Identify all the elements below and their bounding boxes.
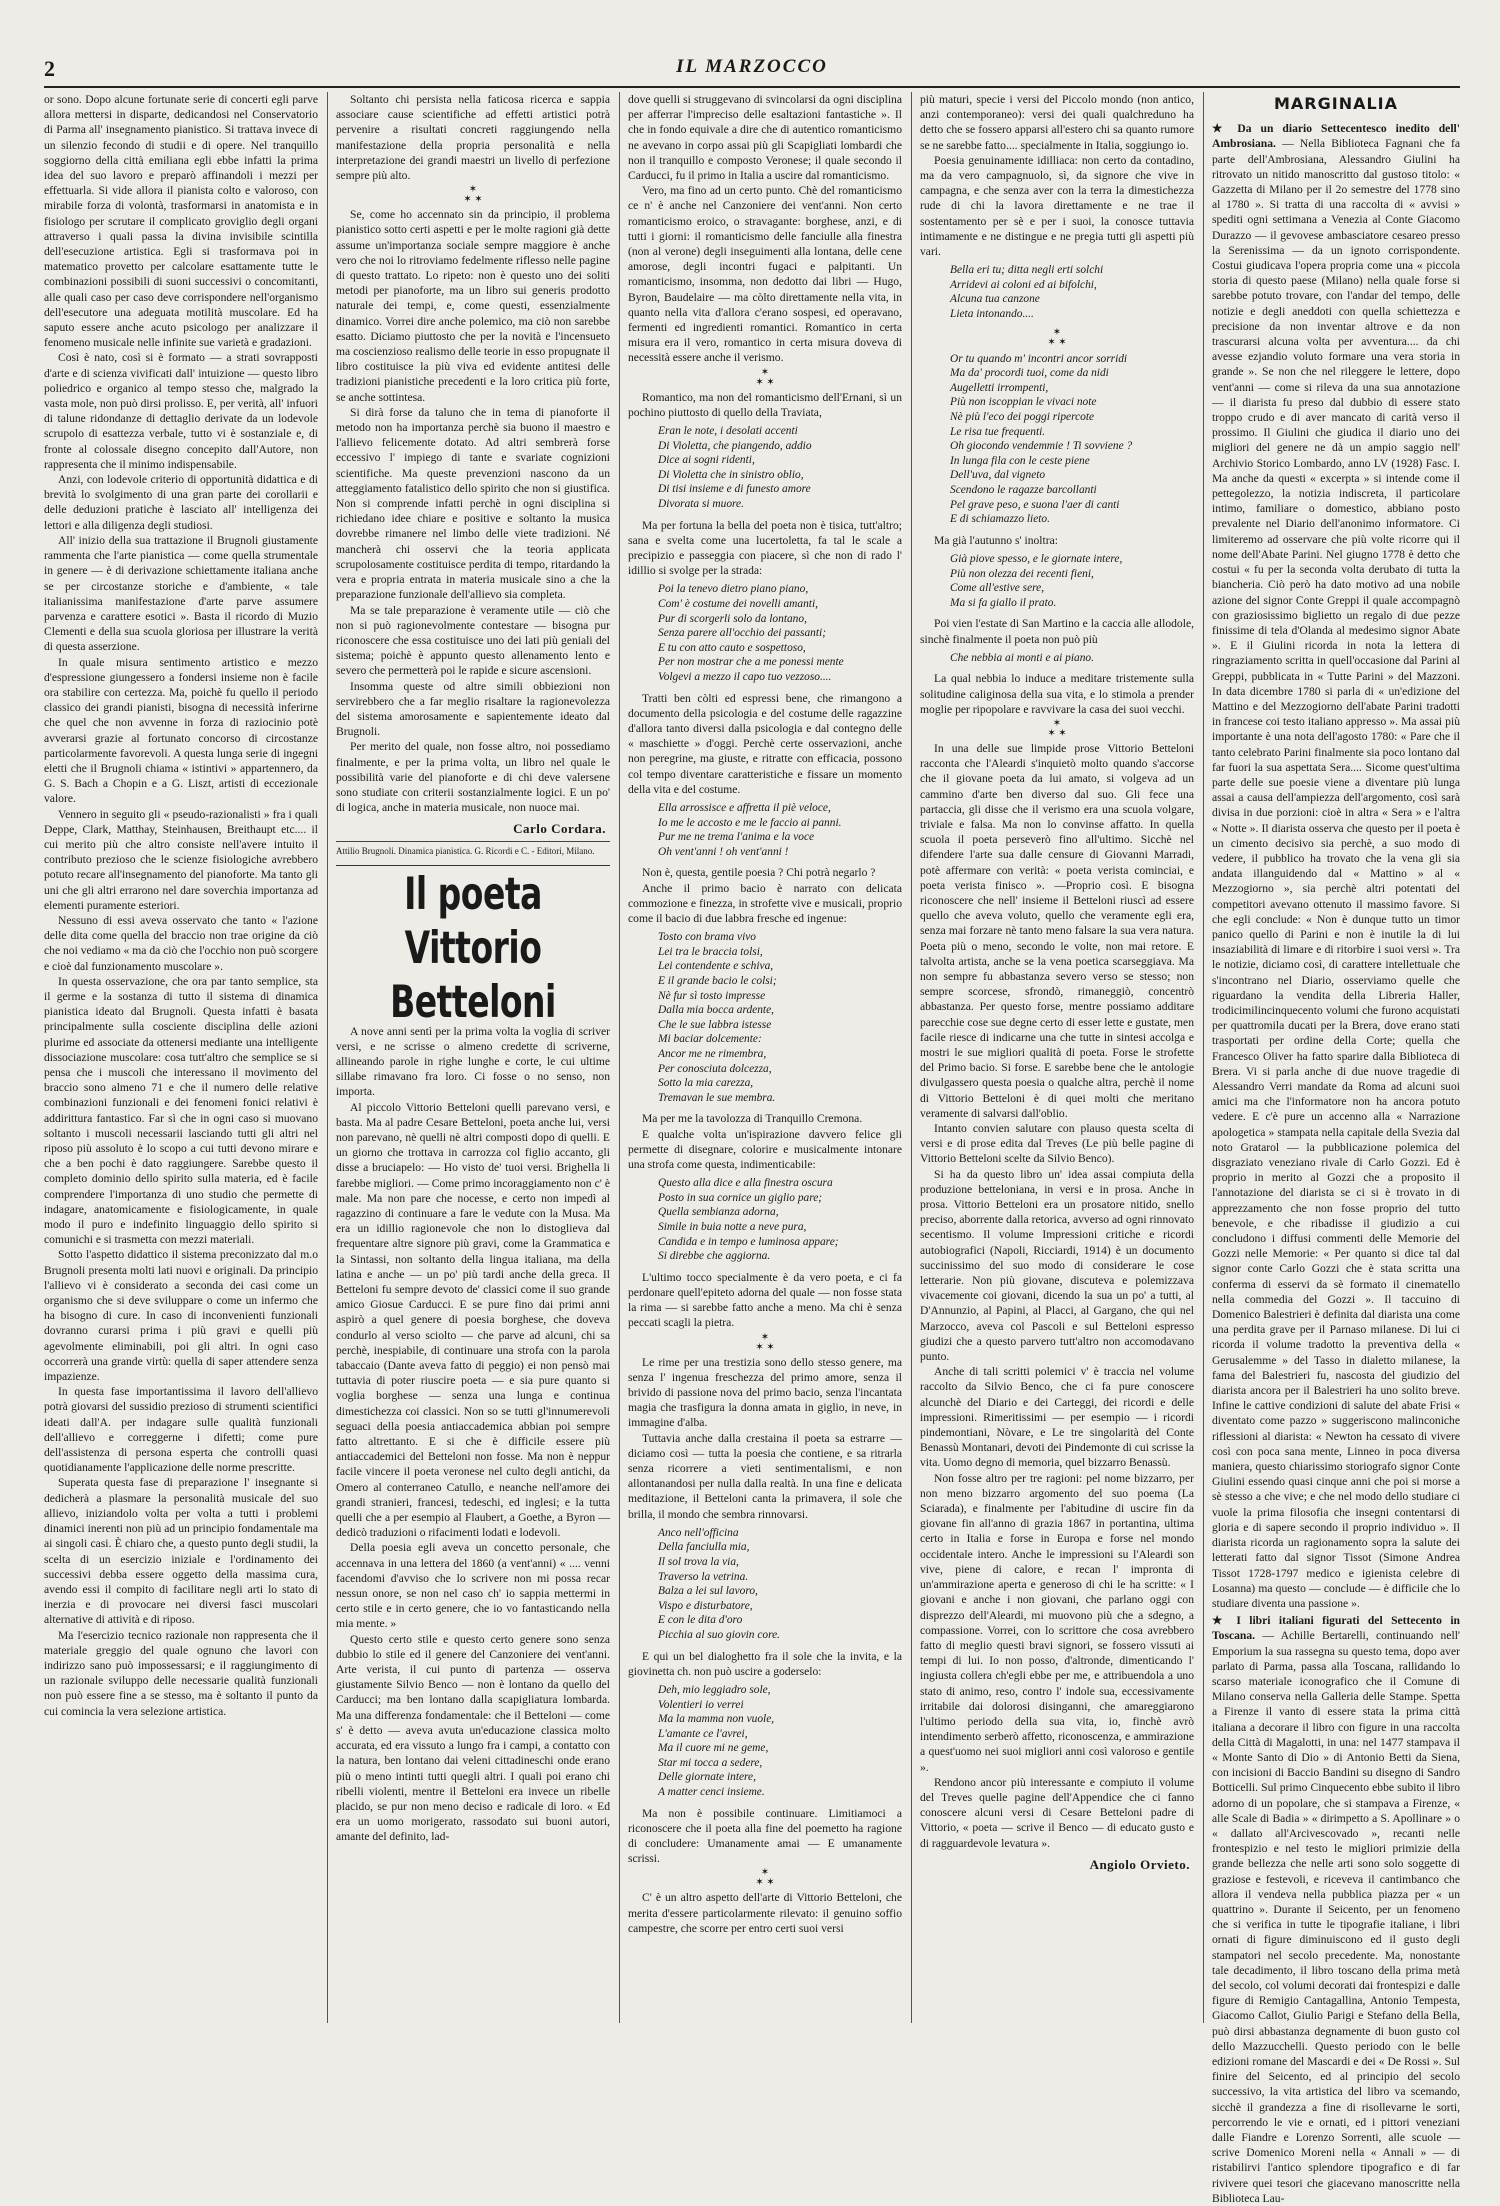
verse-line: L'amante ce l'avrei, — [658, 1727, 748, 1740]
verse-block — [950, 352, 1194, 527]
verse-line: Il sol trova la via, — [658, 1555, 739, 1568]
paragraph: Ma per me la tavolozza di Tranquillo Cremona. — [642, 1112, 863, 1126]
footnote: Attilio Brugnoli. Dinamica pianistica. G. Ricordi e C. - Editori, Milano. — [336, 841, 610, 857]
verse-line: Le risa tue frequenti. — [950, 425, 1046, 438]
verse-line: Nè fur sì tosto impresse — [658, 989, 766, 1002]
paragraph: L'ultimo tocco specialmente è da vero poeta, e ci fa perdonare quell'epiteto adorna del quale — non fosse stata la rima — si sarebbe fatto anche a meno. Ma chi è senza peccati scagli la pietra. — [628, 1270, 902, 1330]
article-signature: Carlo Cordara. — [513, 821, 606, 837]
section-separator: ✶ ✶ ✶ — [1047, 717, 1067, 739]
paragraph: In una delle sue limpide prose Vittorio Betteloni racconta che l'Aleardi s'inquietò molto quando s'accorse che il giovane poeta da lui amato, si volgeva ad un cammino d'arte ben diverso dal suo. Gli fece una partaccia, gli disse che il verismo era una scuola volgare, triviale e falsa. Ma non lo convinse affatto. In quella scuola il poeta perseverò fino all'ultimo. Sicchè nel difendere l'arte sua dalle censure di Giovanni Marradi, potè affermare con verità: « poeta verista cominciai, e poeta verista finisco ». —Proprio così. E bisogna riconoscere che nell' insieme il Betteloni riuscì ad essere quello che aveva voluto, quello che veramente egli era, senza mai forzare nè tanto meno falsare la sua vera natura. Poeta più o meno, secondo le volte, non mai retore. E talvolta artista, anche se la vena poetica scarseggiava. Ma non sempre fu abbastanza severo verso se stesso; non sempre scorcese, sfrondò, rimaneggiò, concentrò abbastanza. Per questo forse, mentre possiamo additare parecchie cose sue degne certo di esser lette e gustate, men facile riesce di indicarne una che tutte in sintesi accolga e mostri le sue migliori qualità di poeta. Forse le strofette del Primo bacio. Si forse. E sarebbe bene che le antologie divulgassero questa poesia o qualche altra, perchè il nome di Vittorio Betteloni è di quei molti che meritano veramente di salvarsi dall'oblio. — [920, 741, 1194, 1120]
paragraph: E qui un bel dialoghetto fra il sole che la invita, e la giovinetta ch. non può uscire a goderselo: — [628, 1649, 902, 1678]
verse-line: Lieta intonando.... — [950, 308, 1034, 321]
paragraph: Anzi, con lodevole criterio di opportunità didattica e di brevità lo svolgimento di una gran parte dei corollarii e delle deduzioni pratiche è lasciato all' intelligenza dei lettori e alla diligenza degli studiosi. — [44, 473, 318, 532]
paragraph: Soltanto chi persista nella faticosa ricerca e sappia associare cause scientifiche ad effetti artistici potrà pervenire a risultati concreti raggiungendo nella manifestazione della propria personalità e nella interpretazione dei grandi maestri un livello di perfezione sempre più alto. — [336, 93, 610, 183]
paragraph: Nessuno di essi aveva osservato che tanto « l'azione delle dita come quella del braccio non trae origine da ciò che noi vediamo « ma da ciò che l'occhio non può scorgere e cioè dal funzionamento muscolare ». — [44, 913, 318, 973]
paragraph: Ma non è possibile continuare. Limitiamoci a riconoscere che il poeta alla fine del poemetto ha ragione di concludere: Umanamente amai — E umanamente scrissi. — [628, 1806, 902, 1866]
section-separator: ✶ ✶ ✶ — [463, 184, 483, 206]
paragraph: Superata questa fase di preparazione l' insegnante si dedicherà a plasmare la personalità musicale del suo allievo, iniziandolo volta per volta a tutti i problemi dinamici inerenti non più ad un principio fondamentale ma ai singoli casi. È chiaro che, a questo punto degli studii, la scelta di un esercizio iniziale e l'ordinamento dei successivi debba essere oggetto della massima cura, avendo essi il compito di facilitare negli arti lo stato di inerzia e di provocare nei diversi fasci muscolari alternative di attività e di riposo. — [44, 1476, 318, 1627]
column-3 — [628, 92, 902, 2023]
paragraph: Poesia genuinamente idilliaca: non certo da contadino, ma da vero campagnuolo, sì, da signore che vive in campagna, e che senza aver con la terra la dimestichezza rude di chi la lavora direttamente e ne trae il sostentamento per sè e per i suoi, la conosce tuttavia intimamente e ne distingue e ne pregia tutti gli aspetti più vari. — [920, 153, 1194, 259]
verse-line: Oh giocondo vendemmie ! Ti sovviene ? — [950, 440, 1133, 453]
verse-line: Augelletti irrompenti, — [950, 381, 1049, 394]
verse-line: Che le sue labbra istesse — [658, 1018, 772, 1031]
verse-line: Io me le accosto e me le faccio ai panni. — [658, 816, 842, 829]
column-divider — [619, 92, 620, 2023]
paragraph: Ma già l'autunno s' inoltra: — [934, 533, 1058, 547]
marginalia-text: Achille Bertarelli, continuando nell' Emporium la sua rassegna su questo tema, dopo aver parlato di Parma, passa alla Toscana, rallidando lo scarso materiale iconografico che il Comune di Milano conserva nella Galleria delle Stampe. Spetta a Firenze il vanto di essere stata la prima città italiana a decorare il libro con figure in una raccolta della Città di Magalotti, in una: nel 1477 stampava il « Monte Santo di Dio » di Antonio Betti da Siena, con incisioni di Baccio Bandini su disegno di Sandro Botticelli. Sul primo Cinquecento ebbe subito il libro adorno di un popolare, che si stampava a Firenze, « alle Scale di Badia » « dirimpetto a S. Apollinare » o « dallato all'Arcivescovado », recanti nelle frontespizio e nel testo le migliori primizie della grande bellezza che nelle arti sono solo soggette di graziose e festevoli, e riceveva il cantimbanco che allora il vendeva nella pubblica piazza per « un quattrino ». Durante il Seicento, per un fenomeno che si verifica in tutte le tipografie italiane, i libri ornati di figure diminuiscono ed il gusto degli stampatori nel secolo precedente. Ma, nonostante tale decadimento, il libro toscano della prima metà del secolo, col volumi decorati dai frontespizi e dalle figure di Remigio Cantagallina, Antonio Tempesta, Giacomo Callot, Giulio Parigi e Stefano della Bella, può dirsi abbastanza degnamente di buon gusto col dello Mazzucchelli. Questo periodo con le belle edizioni romane del Mascardi e dei « De Rossi ». Sul finire del Seicento, ed al principio del secolo successivo, la vita artistica del libro va scemando, sicchè il grandezza a fine di risollevarne le sorti, percorrendo le vie e ornati, ed i pittori veneziani dalle Fiandre e Lorenzo Sorrenti, alle scuole — scrive Domenico Moreni nella « Annali » — di ristabilirvi l'antico splendore tipografico e di far rivivere quei tesori che giacevano manoscritte nella Biblioteca Lau- — [1212, 1629, 1460, 2205]
paragraph: Vero, ma fino ad un certo punto. Chè del romanticismo ce n' è anche nel Canzoniere dei vent'anni. Non certo romanticismo eroico, o stravagante: borghese, anzi, e di tutti i giorni: il romanticismo delle fanciulle alla finestra (non al verone) degli inseguimenti alla lontana, delle cene amorose, degli incontri fugaci e palpitanti. Un romanticismo, insomma, non dedotto dai libri — Hugo, Byron, Baudelaire — ma còlto direttamente nella vita, in quanto nella vita d'allora c'erano sospesi, ed operavano, fermenti ed ingredienti romantici. Romantico in certa misura era il vero, romantico in certa misura doveva di necessità essere anche il verismo. — [628, 184, 902, 365]
verse-line: Che nebbia ai monti e ai piano. — [950, 651, 1094, 664]
verse-line: Or tu quando m' incontri ancor sorridi — [950, 352, 1128, 365]
verse-line: Più non iscoppian le vivaci note — [950, 396, 1097, 409]
verse-line: Come all'estive sere, — [950, 582, 1045, 595]
paragraph: Così è nato, così si è formato — a strati sovrapposti d'arte e di scienza vivificati dall' intuizione — questo libro poliedrico e organico al tempo stesso che, malgrado la vasta mole, non può dirsi prolisso. E, per verità, all' infuori di talune ridondanze di dettaglio derivate da un lodevole scrupolo di esattezza verbale, tutto vi è sostanziale e, di fronte al colossale disegno concepito dall'Autore, non rappresenta che il minimo indispensabile. — [44, 351, 318, 471]
paragraph: Le rime per una trestizia sono dello stesso genere, ma senza l' ingenua freschezza del primo amore, senza il brivido di passione nova del primo bacio, senza l'incantata magia che trasfigura la donna amata in giglio, in neve, in immagine d'alba. — [628, 1355, 902, 1430]
paragraph: più maturi, specie i versi del Piccolo mondo (non antico, anzi contemporaneo): versi dei quali qualchreduno ha detto che se fossero apparsi all'estero chi sa quanto rumore se ne sarebbe fatto.... specialmente in Italia, soggiungo io. — [920, 93, 1194, 152]
verse-line: Picchia al suo giovin core. — [658, 1628, 780, 1641]
verse-line: Lei contendente e schiva, — [658, 960, 774, 973]
marginalia-text: Nella Biblioteca Fagnani che fa parte dell'Ambrosiana, Alessandro Giulini ha ritrovato un nitido manoscritto dal gustoso titolo: « Gazzetta di Milano per il 2o semestre del 1778 sino al 1780 ». Si tratta di una raccolta di « avvisi » spediti ogni settimana a Venezia al Conte Giacomo Durazzo — il gevovese ambasciatore cesareo presso la Serenissima — da un ignoto corrispondente. Costui giudicava l'opera propria come una « piccola storia di questo paese (Milano) nella quale forse si sarebbe potuto trovare, con l'andar del tempo, delle notizie e degli aneddoti con quella schiettezza e precisione da non inventar altrove e da non trascurarsi alcuna volta per avventura.... da chi avesse ezjandio voluto formare una vera storia in grande ». Se non che nel rileggere le lettere, dopo vent'anni — come si rileva da una sua annotazione — il diarista fu preso dal dubbio di essere stato troppo crudo e di aver mancato di carità verso il prossimo. Il Giulini che giudica il diario uno dei migliori del genere ne dà un ampio saggio nell' Archivio Storico Lombardo, anno LV (1928) Fasc. I. Ma anche da questi « excerpta » si intende come il pettegolezzo, la notizia indiscreta, il particolare intimo, familiare o domestico, abbiano posto prevalente nel Diario dell'anonimo informatore. Ci limiteremo ad osservare che più volte ricorre qui il nome dell'Abate Parini. Nel giugno 1778 è detto che costui « fu per la seconda volta derubato di tutta la biancheria. Ciò però ha dato motivo ad una nobile azione del signor Conte Greppi il quale accompagnò con graziosissimo biglietto un regalo di due pezze finissime di tela d'Olanda al medesimo signor Abate ». E il Giulini ricorda in nota la lettera di ringraziamento scritta in quell'occasione dal Parini al Greppi, pubblicata in « Tutte Parini » del Mazzoni. In data dicembre 1780 si parla di « un'edizione del Mattino e del Mezzogiorno dell'abate Parini tradotti in francese coi testo italiano appresso ». Ma assai più importante è una nota dell'agosto 1780: « Pare che il tanto celebrato Parini finalmente sia poco lontano dal far fuori la sua aspettata Sera.... Sicome quest'ultima parte delle sue poesie viene a diventare più lunga assai a causa dell'ampiezza dell'argomento, così sarà divisa in due porzioni: cioè in altra « Sera » e l'altra « Notte ». Il diarista osserva che questo per il poeta è un cimento decisivo sia perchè, a suo modo di vedere, il pubblico ha trovato che la vena gli sia andata illanguidendo dal « Mattino » al « Mezzogiorno », sia perchè altri potentati del competitori avevano ottenuto il massimo favore. Si che egli conclude: « Non è dunque tutto un timor panico quello di Parini e non è inutile la di lui insaziabilità di limare e di ritorbire i suoi versi ». Tra le notizie, diciamo così, di carattere intellettuale che s'incontrano nel Diario, osserviamo quelle che riguardano la vendita della Libreria Haller, trodicimilincinquecento volumi che furono acquistati per quattromila ducati per la Brera, dove erano stati trasportati per ordine della Corte; quella che Francesco Oliver ha fatto sparire dalla Biblioteca di Brera. Vi si parla anche di due nuove tragedie di Alessandro Verri mandate da Roma ad alcuni suoi amici ma che l'informatore non ha ancora potuto vedere. E c'è pure un accenno alla « Narrazione apologetica » stampata nella capitale della Svezia dal noto Gratarol — la pubblicazione polemica del disgraziato veneziano rivale di Carlo Gozzi. Ed è proprio in merito al Gozzi che a proposito il l'annotazione del diarista se ci si è trovato in di apprezzamento che non fosse proprio del tutto benevole, e che ribadisse il giudizio a cui concludono i diffusi commenti delle Memorie del Gozzi nelle Memorie: « Per quanto si dice tal dal signor conte Carlo Gozzi che è stata scritta una conferma di esservi da sè formato il cinematello nella commedia del Gozzi ». Il taccuino di Domenico Balestrieri è definita dal diarista una come una perdita grave per il Parnaso milanese. Di lui ci ricorda il volume tradotto la preventiva della « Gerusalemme » del Tasso in dialetto milanese, la fama del Balestrieri fu, nascosta del giudizio del diarista ancora per il Balestrieri ha uno solito breve. Infine le cattive condizioni di salute del abate Frisi « diventato come pazzo » suggeriscono malinconiche riflessioni al diarista: « Newton ha cessato di vivere così con poca sana mente, Linneo in poca diversa maniera, questo chiarissimo storiografo signor Conte Giulini essendo quasi cinque anni che poi si morse a sè stesso a che vive; e che nel modo dello studiare ci vuole la prima filosofia che insegni contentarsi di gloria e di sapere secondo il proprio individuo ». Il diarista ricorda un ragionamento sopra la salute dei letterati fatto dal signor Tissot (Simone Andrea Tissot 1728-1797 medico e igienista celebre di Losanna) ma questo — conclude — è difficile che lo studiare diventa una passione ». — [1212, 137, 1460, 1610]
article-signature: Angiolo Orvieto. — [1089, 1856, 1190, 1872]
verse-line: Mi baciar dolcemente: — [658, 1033, 762, 1046]
verse-line: Arridevi ai coloni ed ai bifolchi, — [950, 278, 1097, 291]
verse-line: Divorata si muore. — [658, 498, 744, 511]
verse-line: Più non olezza dei recenti fieni, — [950, 567, 1094, 580]
verse-line: Star mi tocca a sedere, — [658, 1756, 763, 1769]
column-divider — [1203, 92, 1204, 2023]
verse-line: E con le dita d'oro — [658, 1614, 743, 1627]
verse-line: Dell'uva, dal vigneto — [950, 469, 1046, 482]
paragraph: Vennero in seguito gli « pseudo-razionalisti » fra i quali Deppe, Clark, Matthay, Steinhausen, Breithaupt etc.... il cui merito più che altro consiste nell'avere intuito il contributo prezioso che le scienze fisiologiche avrebbero potuto recare all'insegnamento del pianoforte. Ma tanto gli uni che gli altri errarono nel dare soverchia importanza ad elementi puramente esteriori. — [44, 807, 318, 912]
paragraph: Si ha da questo libro un' idea assai compiuta della produzione betteloniana, in versi e in prosa. Anche in prosa. Vittorio Betteloni era un prosatore nitido, snello preciso, aborrente dalla retorica, avverso ad ogni rinnovato secentismo. Il volume Impressioni critiche e ricordi autobiografici (Napoli, Ricciardi, 1914) è un documento succinissimo del suo modo di considerare le cose letterarie. Non più giovane, discuteva e polemizzava vivacemente coi giovani, dicendo la sua un po' a tutti, al D'Annunzio, al Papini, al Placci, al Gargano, che qui nel Marzocco, aveva col Pascoli e sul Betteloni espresso giudizi che a questo parvero tutt'altro non accomodavano punto. — [920, 1167, 1194, 1364]
verse-line: Pur me ne trema l'anima e la voce — [658, 831, 815, 844]
verse-line: Volentieri io verrei — [658, 1698, 744, 1711]
verse-line: Ella arrossisce e affretta il piè veloce, — [658, 802, 831, 815]
verse-block — [658, 582, 902, 684]
verse-block — [658, 1683, 902, 1800]
verse-line: Vispo e disturbatore, — [658, 1599, 753, 1612]
verse-line: Tosto con brama vivo — [658, 931, 756, 944]
verse-block — [658, 801, 902, 859]
verse-line: Alcuna tua canzone — [950, 293, 1040, 306]
verse-block — [950, 263, 1194, 321]
star-icon: ★ — [1212, 122, 1238, 136]
paragraph: In questa fase importantissima il lavoro dell'allievo potrà giovarsi del sussidio prezioso di strumenti scientifici ideati dall'A. per indagare sulle qualità funzionali dell'allievo e correggerne i difetti; come pure dell'assistenza di persona esperta che controlli quasi quotidianamente l'applicazione delle norme prescritte. — [44, 1385, 318, 1475]
column-divider — [911, 92, 912, 2023]
verse-line: Volgevi a mezzo il capo tuo vezzoso.... — [658, 671, 832, 683]
verse-line: Pel grave peso, e suona l'aer di canti — [950, 498, 1120, 511]
verse-line: Ma il cuore mi ne geme, — [658, 1742, 769, 1755]
verse-line: Lei tra le braccia tolsi, — [658, 945, 763, 958]
article-title: Il poeta Vittorio Betteloni — [390, 866, 556, 1028]
paragraph: Si dirà forse da taluno che in tema di pianoforte il metodo non ha importanza perchè sia buono il maestro e l'allievo felicemente dotato. Ad altri sembrerà forse eccessivo l' impiego di tante e svariate cognizioni scientifiche. Ma queste prevenzioni nascono da un atteggiamento fatalistico dello spirito che non si giustifica. Non si comprende infatti perchè in ogni disciplina si richiedano idee chiare e positive e soltanto la musica dovrebbe rimanere nel limbo delle viete tradizioni. Né mancherà chi osservi che la teoria applicata scrupolosamente costituisce perdita di tempo, ritardando la vera e propria entrata in materia musicale sino a che la preparazione funzionale dell'allievo sia completa. — [336, 405, 610, 602]
verse-line: Eran le note, i desolati accenti — [658, 425, 798, 438]
paragraph: Poi vien l'estate di San Martino e la caccia alle allodole, sinchè finalmente il poeta non può più — [920, 617, 1194, 646]
paragraph: Anche di tali scritti polemici v' è traccia nel volume raccolto da Silvio Benco, che ci fa pure conoscere alcunchè del Diario e dei Carteggi, dei ricordi e delle impressioni. Rimeritissimi — per esempio — i ricordi pindemontiani, Nòvare, e Le tre singolarità del Conte Benassù Montanari, devoti dei Pindemonte di cui scrisse la vita. Uomo degno di memoria, quel bizzarro Benassù. — [920, 1365, 1195, 1470]
verse-line: A matter cenci insieme. — [658, 1786, 765, 1799]
paragraph: Questo certo stile e questo certo genere sono senza dubbio lo stile ed il genere del Canzoniere dei vent'anni. Arte verista, il cui punto di partenza — osserva giustamente Silvio Benco — non è lontano da quello del Carducci; ma ben lontano dalla scapigliatura lombarda. Ma una differenza fondamentale: che il Betteloni — come s' è detto — aveva avuta un'educazione classica molto accurata, ed era vissuto a lungo fra i campi, a contatto con la natura, ben lontano dai veleni cittadineschi onde erano più o meno intinti tutti quegli altri. I quali poi erano chi ribelli violenti, mentre il Betteloni era invece un ribelle placido, se pur non meno deciso e radicale di loro. « Ed era un uomo morigerato, rassodato sui buoni autori, amante del definito, lad- — [336, 1632, 610, 1844]
verse-line: Ma la mamma non vuole, — [658, 1713, 775, 1726]
verse-line: Pur di scorgerli solo da lontano, — [658, 612, 807, 625]
column-4 — [920, 92, 1194, 2023]
paragraph: Romantico, ma non del romanticismo dell'Ernani, sì un pochino piuttosto di quello della Traviata, — [628, 390, 902, 419]
section-separator: ✶ ✶ ✶ — [755, 1331, 775, 1353]
verse-line: Dice ai sogni ridenti, — [658, 454, 755, 467]
verse-line: Sotto la mia carezza, — [658, 1077, 754, 1090]
paragraph: C' è un altro aspetto dell'arte di Vittorio Betteloni, che merita d'essere particolarmente rilevato: il genuino soffio campestre, che scorre per entro certi suoi versi — [628, 1891, 902, 1935]
verse-line: Oh vent'anni ! oh vent'anni ! — [658, 845, 789, 858]
section-separator: ✶ ✶ ✶ — [1047, 326, 1067, 348]
paragraph: dove quelli si struggevano di svincolarsi da ogni disciplina per afferrar l'impreciso delle esaltazioni fantastiche ». Il che in fondo equivale a dire che di autentico romanticismo ne avevano in corpo assai più gli Scapigliati lombardi che non il tranquillo e composto Veronese; il quale secondo il Carducci, fu il primo in Italia a uscire dal romanticismo. — [628, 93, 902, 183]
verse-line: E tu con atto cauto e sospettoso, — [658, 641, 806, 654]
paragraph: or sono. Dopo alcune fortunate serie di concerti egli parve allora mettersi in disparte, dedicandosi nel Conservatorio di Parma all' insegnamento pianistico. Si trattava invece di un silenzio fecondo di studii e di opere. Nel tranquillo soggiorno della città emiliana egli ebbe infatti la prima idea del suo lavoro e preparò affinandoli i mezzi per effettuarla. Si vide allora il pianista colto e valoroso, con mirabile forza di volontà, trasformarsi in anatomista e in fisiologo per scrutare il complicato groviglio degli organi attraverso i quali passa la divina invisibile scintilla dell'esecuzione artistica. Egli si trasformava poi in matematico provetto per calcolare esattamente tutte le combinazioni possibili di suoni successivi o concomitanti, alle quali caso per caso deve corrispondere nell'organismo dell'esecutore una adeguata motilità muscolare. Ed ha saputo essere anche acuto psicologo per analizzare il fenomeno musicale nelle infinite sue varietà e gradazioni. — [44, 93, 318, 350]
section-separator: ✶ ✶ ✶ — [755, 1867, 775, 1889]
title-rule — [336, 865, 610, 866]
paragraph: Sotto l'aspetto didattico il sistema preconizzato dal m.o Brugnoli presenta molti lati nuovi e originali. Da principio l'allievo vi è considerato a seconda dei casi come un organismo che si deve sviluppare o come un infermo che ha bisogno di cure. In caso di inconvenienti funzionali dovranno curarsi prima i più gravi e quelli più agevolmente eliminabili, poi gli altri. In ogni caso occorrerà una grande virtù: quella di saper attendere senza impazienze. — [44, 1248, 318, 1384]
verse-line: Dalla mia bocca ardente, — [658, 1004, 774, 1017]
verse-block — [658, 424, 902, 512]
verse-line: Deh, mio leggiadro sole, — [658, 1683, 771, 1696]
verse-line: Ancor me ne rimembra, — [658, 1047, 767, 1060]
column-1 — [44, 92, 318, 2023]
verse-line: Nè più l'eco dei poggi ripercote — [950, 410, 1095, 423]
verse-line: Ma si fa giallo il prato. — [950, 596, 1057, 609]
verse-line: Tremavan le sue membra. — [658, 1091, 776, 1104]
verse-line: Poi la tenevo dietro piano piano, — [658, 583, 809, 596]
verse-line: Della fanciulla mia, — [658, 1541, 750, 1554]
star-icon: ★ — [1212, 1614, 1237, 1628]
columns-container — [44, 92, 1460, 2205]
verse-line: Di tisi insieme e di funesto amore — [658, 483, 811, 496]
paragraph: All' inizio della sua trattazione il Brugnoli giustamente rammenta che l'arte pianistica — come quella strumentale in genere — è di derivazione schiettamente italiana anche se per circostanze storiche e d'ambiente, « tale italianissima manifestazione d'arte parve assumere parvenza e carattere esotici ». Basta il ricordo di Muzio Clementi e della sua scuola gloriosa per illustrare la verità di questa asserzione. — [44, 533, 318, 654]
verse-line: E di schiamazzo lieto. — [950, 513, 1050, 526]
column-divider — [327, 92, 328, 2023]
verse-block — [658, 1526, 902, 1643]
verse-line: Di Violetta che in sinistro oblio, — [658, 468, 804, 481]
verse-line: Traverso la vetrina. — [658, 1570, 749, 1583]
verse-block — [658, 930, 902, 1105]
paragraph: Della poesia egli aveva un concetto personale, che accennava in una lettera del 1860 (a vent'anni) « .... venni facendomi d'avviso che lo scrivere non mi possa recar nessun onore, se non nel caso ch' io sappia mettermi in certo stile e in certo genere, che io vo fantasticando nella mia mente. » — [336, 1541, 610, 1631]
verse-line: Anco nell'officina — [658, 1526, 739, 1539]
page-number: 2 — [44, 56, 55, 81]
paragraph: Al piccolo Vittorio Betteloni quelli parevano versi, e basta. Ma al padre Cesare Betteloni, poeta anche lui, versi non parevano, nè quelli nè altri composti dopo di quelli. E un giorno che trottava in carrozza col figlio accanto, gli disse a bruciapelo: — Ho visto de' tuoi versi. Brighella li farebbe migliori. — Come primo incoraggiamento non c' è male. Ma non pare che nocesse, e certo non impedì al ragazzino di continuare a fare le vedute con la Musa. Ma era un idillio ragionevole che non lo distoglieva dal frequentare altre signore più gravi, come la Grammatica e la Sintassi, non soltanto della lingua italiana, ma della latina e anche — un po' più tardi anche della greca. Il Betteloni fu sempre devoto de' classici come il suo grande amico Giosue Carducci. E se pure fino dai primi anni aspirò a quel genere di poesia borghese, che doveva condurlo al verso sciolto — che parve ad alcuni, chi sa perchè, inespiabile, di continuare una strofa con la parola tabaccaio (Dante aveva fatto di peggio) ei non pensò mai tuttavia di poter riuscire poeta — e sia pure quanto si voglia borghese — senza una lunga e continua dimestichezza coi classici. Non so se tutti gl'innumerevoli seguaci della poesia antiaccademica abbian poi sempre fatto altrettanto. E si che è difficile essere più antiaccademici del Betteloni non fosse. Ma non è neppur facile vincere il poeta veronese nel culto degli antichi, da Omero al conterraneo Catullo, e neanche nell'amore dei grandi stranieri, francesi, tedeschi, ed inglesi; e la tutta quelli che a per esempio al Flaubert, a Goethe, a Byron — dedicò traduzioni o rifacimenti lodati e lodevoli. — [336, 1100, 610, 1540]
paragraph: Tratti ben còlti ed espressi bene, che rimangono a documento della psicologia e del costume delle ragazzine d'allora tanto diversi dalla psicologia e dal contegno delle « maschiette » d'oggi. Perchè certe osservazioni, anche non peregrine, ma giuste, e ritratte con efficacia, possono col tempo diventare caratteristiche e fissare un momento della vita e del costume. — [628, 691, 902, 796]
page-header — [44, 52, 1460, 88]
paragraph: Ma l'esercizio tecnico razionale non rappresenta che il materiale greggio del quale ognuno che lavori con indirizzo sano può impossessarsi; e il raggiungimento di un razionale sviluppo delle necessarie qualità funzionali non può essere fine a se stesso, ma è soltanto il punto da cui comincia la vera selezione artistica. — [44, 1628, 318, 1718]
verse-line: Scendono le ragazze barcollanti — [950, 483, 1097, 496]
marginalia-heading: I libri italiani figurati del Settecento in Toscana. — [1212, 1614, 1460, 1643]
verse-line: Simile in buia notte a neve pura, — [658, 1220, 807, 1233]
paragraph: E qualche volta un'ispirazione davvero felice gli permette di disegnare, colorire e musicalmente intonare una strofa come questa, indimenticabile: — [628, 1127, 902, 1171]
paragraph: Ma se tale preparazione è veramente utile — ciò che non si può ragionevolmente contestare — bisogna pur riconoscere che essa costituisce uno dei lati più geniali del sistema; poichè è appunto questo allenamento lento e severo che permetterà poi le rapide e sicure ascensioni. — [336, 603, 610, 678]
paragraph: La qual nebbia lo induce a meditare tristemente sulla solitudine caliginosa della sua vita, e lo stimola a prender moglie per ripopolare e ravvivare la casa dei suoi vecchi. — [920, 672, 1194, 716]
verse-line: Quella sembianza adorna, — [658, 1206, 779, 1219]
paragraph: Non è, questa, gentile poesia ? Chi potrà negarlo ? — [642, 866, 876, 880]
paragraph: Per merito del quale, non fosse altro, noi possediamo finalmente, e per la prima volta, un libro nel quale le possibilità varie del pianoforte e di chi deve valersene sono studiate con criterii sostanzialmente logici. E un po' di logica, anche in materia musicale, non nuoce mai. — [336, 740, 610, 815]
verse-line: E il grande bacio le colsi; — [658, 974, 777, 987]
paragraph: Insomma queste od altre simili obbiezioni non servirebbero che a far meglio risaltare la ragionevolezza del sistema amorosamente e sapientemente ideato dal Brugnoli. — [336, 679, 610, 739]
verse-line: Si direbbe che aggiorna. — [658, 1250, 771, 1263]
marginalia-heading: Da un diario Settecentesco inedito dell' Ambrosiana. — [1212, 122, 1460, 151]
verse-line: Senza parere all'occhio dei passanti; — [658, 627, 826, 640]
paragraph: A nove anni sentì per la prima volta la voglia di scriver versi, e ne scrisse o almeno credette di scriverne, allineando parole in righe lunghe e corte, le cui ultime sillabe rimavano fra loro. Ci fosse o no senso, non importa. — [336, 1024, 610, 1099]
section-separator: ✶ ✶ ✶ — [755, 366, 775, 388]
verse-line: Già piove spesso, e le giornate intere, — [950, 552, 1123, 565]
verse-line: Per conosciuta dolcezza, — [658, 1062, 772, 1075]
paragraph: Rendono ancor più interessante e compiuto il volume del Treves quelle pagine dell'Appendice che ci fanno conoscere alcuni versi di Cesare Betteloni padre di Vittorio, « poeta — scrive il Benco — di educato gusto e di ragguardevole levatura ». — [920, 1775, 1194, 1850]
verse-line: Per non mostrar che a me ponessi mente — [658, 656, 844, 669]
verse-line: Balza a lei sul lavoro, — [658, 1585, 758, 1598]
masthead-title: IL MARZOCCO — [676, 56, 828, 77]
verse-line: Candida e in tempo e luminosa appare; — [658, 1235, 839, 1248]
paragraph: Tuttavia anche dalla crestaina il poeta sa estrarre — diciamo così — tutta la poesia che contiene, e sa ritrarla senza ricorrere a vieti sentimentalismi, e non allontanandosi per nulla dalla realtà. In una fine e delicata meditazione, il Betteloni canta la primavera, il sole che brilla, il mondo che sembra rinnovarsi. — [628, 1431, 902, 1521]
paragraph: Non fosse altro per tre ragioni: pel nome bizzarro, per non meno bizzarro argomento del suo poema (La Sciarada), e finalmente per l'abitudine di uscire fin da giovane fin all'anno di grazia 1867 in portantina, ultima certo in Italia e forse in Europa e forse nel mondo occidentale intero. Anche le impressioni su l'Aleardi son vive, piene di calore, e recan l' impronta di un'ammirazione aperta e generoso di chi le ha scritte: « I giovani e anche i non giovani, che parlano oggi con disprezzo dell'Aleardi, mi muovono più che a sdegno, a compassione. Vorrei, con lo scrittore che cosa avrebbero fatto di meglio questi bravi signori, se fossero vissuti ai tempi di lui. Io non posso, d'altronde, dimenticando l' ingiusta collera ch'egli ebbe per me, e attribuendola a uno stato di animo, reso, contro l' indole sua, eccessivamente irritabile dai dolorosi disinganni, che amareggiarono l'ultimo periodo della sua vita, io, finchè avrò intendimento serberò affetto, riconoscenza, e ammirazione a quest'uomo nei suoi migliori anni così valoroso e gentile ». — [920, 1471, 1194, 1774]
paragraph: Se, come ho accennato sin da principio, il problema pianistico sotto certi aspetti e per le molte ragioni già dette assume un'importanza sociale sempre maggiore è anche vero che noi lo ritroviamo fedelmente riflesso nelle pagine di questo trattato. Lo ripeto: non è questo uno dei soliti metodi per pianoforte, ma un libro sui generis prodotto naturale dei tempi, e, come questi, essenzialmente dinamico. Vorrei dire anche polemico, ma ciò non sarebbe esatto. Diciamo piuttosto che per la novità e l'incensueto ma coscienzioso realismo delle teorie in esso propugnate il libro costituisce la più viva ed evidente antitesi delle tradizioni pianistiche precedenti e la loro critica più forte, se anche sottintesa. — [336, 208, 610, 404]
verse-line: Bella eri tu; ditta negli erti solchi — [950, 264, 1104, 277]
section-title: MARGINALIA — [1273, 94, 1398, 113]
marginalia-item: ★ I libri italiani figurati del Settecento in Toscana. — Achille Bertarelli, continuando nell' Emporium la sua rassegna su questo tema, dopo aver parlato di Parma, passa alla Toscana, rallidando lo scarso materiale iconografico che il Comune di Milano conserva nella Galleria delle Stampe. Spetta a Firenze il vanto di essere stata la prima città italiana a decorare il libro con figure in una raccolta della Città di Magalotti, in una: nel 1477 stampava il « Monte Santo di Dio » di Antonio Betti da Siena, con incisioni di Baccio Bandini su disegno di Sandro Botticelli. Sul primo Cinquecento ebbe subito il libro adorno di un popolare, che si stampava a Firenze, « alle Scale di Badia » « dirimpetto a S. Apollinare » o « dallato all'Arcivescovado », recanti nelle frontespizio e nel testo le migliori primizie della grande bellezza che nelle arti sono solo soggette di graziose e festevoli, e riceveva il cantimbanco che allora il vendeva nella pubblica piazza per « un quattrino ». Durante il Seicento, per un fenomeno che si verifica in tutte le tipografie italiane, i libri ornati di figure diminuiscono ed il gusto degli stampatori nel secolo precedente. Ma, nonostante tale decadimento, il libro toscano della prima metà del secolo, col volumi decorati dai frontespizi e dalle figure di Remigio Cantagallina, Antonio Tempesta, Giacomo Callot, Giulio Parigi e Stefano della Bella, può dirsi abbastanza degnamente di buon gusto col dello Mazzucchelli. Questo periodo con le belle edizioni romane del Mascardi e dei « De Rossi ». Sul finire del Seicento, ed al principio del secolo successivo, la vita artistica del libro va scemando, sicchè il grandezza a fine di risollevarne le sorti, percorrendo le vie e ornati, ed i pittori veneziani dalle Fiandre e Lorenzo Sorrenti, alle scuole — scrive Domenico Moreni nella « Annali » — di ristabilirvi l'antico splendore tipografico e di far rivivere quei tesori che giacevano manoscritte nella Biblioteca Lau- — [1212, 1614, 1460, 2205]
paragraph: In questa osservazione, che ora par tanto semplice, sta il germe e la sostanza di tutto il sistema di dinamica pianistica ideato dal Brugnoli. Questa infatti è basata principalmente sulla cosciente disciplina delle azioni plurime ed associate da ottenersi mediante una intelligente dissociazione muscolare: cosa tutt'altro che semplice se si pensa che i muscoli che interessano il movimento del braccio sono almeno 71 e che il numero delle relative combinazioni funzionali e dei fenomeni fonici relativi è addirittura fantastico. Far sì che in ogni caso si muovano soltanto i muscoli necessarii lasciando tutti gli altri nel riposo più assoluto è lo scopo a cui tutti devono mirare e che a ben pochi è dato raggiungere. Sarebbe questo il completo dominio dello spirito sulla materia, ed è facile comprendere l'importanza di uno studio che permette di indagare, anatomicamente e fisiologicamente, in quale modo il puro e indefinito linguaggio dello spirito si comunichi e si trasmetta con mezzi materiali. — [44, 974, 318, 1247]
verse-block — [658, 1176, 902, 1264]
verse-block — [950, 552, 1194, 610]
verse-block — [950, 651, 1194, 666]
verse-line: In lunga fila con le ceste piene — [950, 454, 1090, 467]
verse-line: Com' è costume dei novelli amanti, — [658, 598, 818, 611]
verse-line: Delle giornate intere, — [658, 1771, 756, 1784]
column-5-marginalia — [1212, 92, 1460, 2205]
verse-line: Ma da' procordi tuoi, come da nidi — [950, 367, 1109, 380]
paragraph: Anche il primo bacio è narrato con delicata commozione e finezza, in strofette vive e musicali, proprio come il bacio di due labbra fresche ed ingenue: — [628, 881, 902, 925]
verse-line: Posto in sua cornice un giglio pare; — [658, 1191, 823, 1204]
column-2 — [336, 92, 610, 2023]
verse-line: Questo alla dice e alla finestra oscura — [658, 1177, 833, 1190]
paragraph: In quale misura sentimento artistico e mezzo d'espressione giungessero a fondersi insieme non è facile ora stabilire con certezza. Ma, poichè fu quello il periodo classico dei grandi pianisti, bisogna di necessità inferirne che quel che non avvenne in forza di raziocinio potè avverarsi grazie al fortunato concorso di circostanze particolarmente favorevoli. A questa lunga serie di ingegni eletti che il Brugnoli chiama « istintivi » appartennero, da G. S. Bach a Chopin e a G. Liszt, artisti di eccezionale valore. — [44, 655, 318, 806]
paragraph: Intanto convien salutare con plauso questa scelta di versi e di prose edita dal Treves (Le più belle pagine di Vittorio Betteloni scelte da Silvio Benco). — [920, 1122, 1194, 1166]
paragraph: Ma per fortuna la bella del poeta non è tisica, tutt'altro; sana e svelta come una lucertoletta, fa tal le scale a precipizio e passeggia con piacere, sì che non di rado l' idillio si svolge per la strada: — [628, 518, 902, 578]
marginalia-item: ★ Da un diario Settecentesco inedito dell' Ambrosiana. — Nella Biblioteca Fagnani che fa parte dell'Ambrosiana, Alessandro Giulini ha ritrovato un nitido manoscritto dal gustoso titolo: « Gazzetta di Milano per il 2o semestre del 1778 sino al 1780 ». Si tratta di una raccolta di « avvisi » spediti ogni settimana a Venezia al Conte Giacomo Durazzo — il gevovese ambasciatore cesareo presso la Serenissima — da un ignoto corrispondente. Costui giudicava l'opera propria come una « piccola storia di questo paese (Milano) nella quale forse si sarebbe potuto trovare, con l'andar del tempo, delle notizie e degli aneddoti con quella schiettezza e precisione da non inventar altrove e da non trascurarsi alcuna volta per avventura.... da chi avesse ezjandio voluto formare una vera storia in grande ». Se non che nel rileggere le lettere, dopo vent'anni — come si rileva da una sua annotazione — il diarista fu preso dal dubbio di essere stato troppo crudo e di aver mancato di carità verso il prossimo. Il Giulini che giudica il diario uno dei migliori del genere ne dà un ampio saggio nell' Archivio Storico Lombardo, anno LV (1928) Fasc. I. Ma anche da questi « excerpta » si intende come il pettegolezzo, la notizia indiscreta, il particolare intimo, familiare o domestico, abbiano posto prevalente nel Diario dell'anonimo informatore. Ci limiteremo ad osservare che più volte ricorre qui il nome dell'Abate Parini. Nel giugno 1778 è detto che costui « fu per la seconda volta derubato di tutta la biancheria. Ciò però ha dato motivo ad una nobile azione del signor Conte Greppi il quale accompagnò con graziosissimo biglietto un regalo di due pezze finissime di tela d'Olanda al medesimo signor Abate ». E il Giulini ricorda in nota la lettera di ringraziamento scritta in quell'occasione dal Parini al Greppi, pubblicata in « Tutte Parini » del Mazzoni. In data dicembre 1780 si parla di « un'edizione del Mattino e del Mezzogiorno dell'abate Parini tradotti in francese coi testo italiano appresso ». Ma assai più importante è una nota dell'agosto 1780: « Pare che il tanto celebrato Parini finalmente sia poco lontano dal far fuori la sua aspettata Sera.... Sicome quest'ultima parte delle sue poesie viene a diventare più lunga assai a causa dell'ampiezza dell'argomento, così sarà divisa in due porzioni: cioè in altra « Sera » e l'altra « Notte ». Il diarista osserva che questo per il poeta è un cimento decisivo sia perchè, a suo modo di vedere, il pubblico ha trovato che la vena gli sia andata illanguidendo dal « Mattino » al « Mezzogiorno », sia perchè altri potentati del competitori avevano ottenuto il massimo favore. Si che egli conclude: « Non è dunque tutto un timor panico quello di Parini e non è inutile la di lui insaziabilità di limare e di ritorbire i suoi versi ». Tra le notizie, diciamo così, di carattere intellettuale che s'incontrano nel Diario, osserviamo quelle che riguardano la vendita della Libreria Haller, trodicimilincinquecento volumi che furono acquistati per quattromila ducati per la Brera, dove erano stati trasportati per ordine della Corte; quella che Francesco Oliver ha fatto sparire dalla Biblioteca di Brera. Vi si parla anche di due nuove tragedie di Alessandro Verri mandate da Roma ad alcuni suoi amici ma che l'informatore non ha ancora potuto vedere. E c'è pure un accenno alla « Narrazione apologetica » stampata nella capitale della Svezia dal noto Gratarol — la pubblicazione polemica del disgraziato veneziano rivale di Carlo Gozzi. Ed è proprio in merito al Gozzi che a proposito il l'annotazione del diarista se ci si è trovato in di apprezzamento che non fosse proprio del tutto benevole, e che ribadisse il giudizio a cui concludono i diffusi commenti delle Memorie del Gozzi nelle Memorie: « Per quanto si dice tal dal signor conte Carlo Gozzi che è stata scritta una conferma di esservi da sè formato il cinematello nella commedia del Gozzi ». Il taccuino di Domenico Balestrieri è definita dal diarista una come una perdita grave per il Parnaso milanese. Di lui ci ricorda il volume tradotto la preventiva della « Gerusalemme » del Tasso in dialetto milanese, la fama del Balestrieri fu, nascosta del giudizio del diarista ancora per il Balestrieri ha uno solito breve. Infine le cattive condizioni di salute del abate Frisi « diventato come pazzo » suggeriscono malinconiche riflessioni al diarista: « Newton ha cessato di vivere così con poca sana mente, Linneo in poca diversa maniera, questo chiarissimo storiografo signor Conte Giulini essendo quasi cinque anni che poi si morse a sè stesso a che vive; e che nel modo dello studiare ci vuole la prima filosofia che insegni contentarsi di gloria e di sapere secondo il proprio individuo ». Il diarista ricorda un ragionamento sopra la salute dei letterati fatto dal signor Tissot (Simone Andrea Tissot 1728-1797 medico e igienista celebre di Losanna) ma questo — conclude — è difficile che lo studiare diventa una passione ». — [1212, 122, 1460, 1610]
verse-line: Di Violetta, che piangendo, addio — [658, 439, 812, 452]
